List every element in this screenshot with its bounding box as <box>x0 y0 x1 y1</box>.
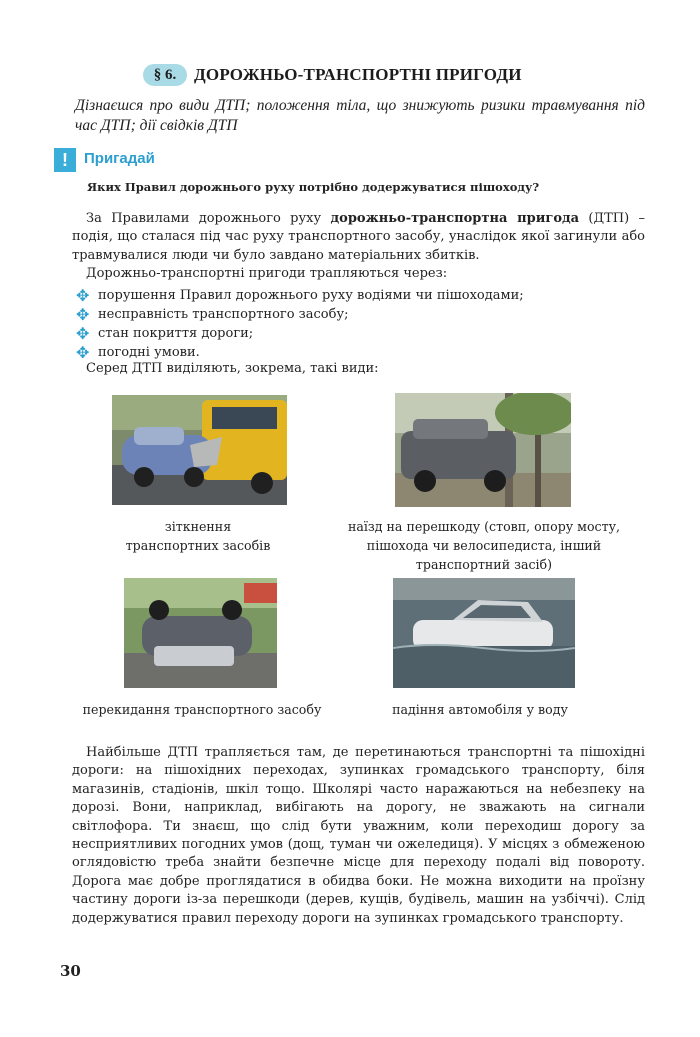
caption-collision: зіткнення транспортних засобів <box>125 519 271 553</box>
section-number-badge: § 6. <box>143 64 187 86</box>
caption-water: падіння автомобіля у воду <box>392 702 568 717</box>
page-title: ДОРОЖНЬО-ТРАНСПОРТНІ ПРИГОДИ <box>194 65 522 84</box>
definition-term: дорожньо-транспортна пригода <box>330 211 580 226</box>
caption-obstacle: наїзд на перешкоду (стовп, опору мосту, пішохода чи велосипедиста, інший транспортний засіб) <box>347 519 620 572</box>
recall-heading: Пригадай <box>84 150 155 167</box>
causes-list <box>76 286 524 362</box>
obstacle-crash-photo <box>395 393 571 507</box>
page-number: 30 <box>60 962 81 980</box>
list-item: ✥ стан покриття дороги; <box>76 324 254 343</box>
definition-before: За Правилами дорожнього руху <box>86 211 331 226</box>
intro-text: Дізнаєшся про види ДТП; положення тіла, що знижують ризики травмування під час ДТП; дії свідків ДТП <box>75 97 645 134</box>
recall-question: Яких Правил дорожнього руху потрібно додержуватися пішоходу? <box>87 180 540 194</box>
diamond-bullet-icon: ✥ <box>76 343 90 362</box>
definition-paragraph <box>72 210 645 265</box>
types-lead: Серед ДТП виділяють, зокрема, такі види: <box>86 361 379 376</box>
definition-after: (ДТП) – подія, що сталася під час руху транспортного засобу, унаслідок якої загинули або травмувалися люди чи було завдано матеріальних збитків. <box>72 211 645 263</box>
causes-lead: Дорожньо-транспортні пригоди трапляються через: <box>86 266 448 281</box>
collision-photo <box>112 395 287 505</box>
diamond-bullet-icon: ✥ <box>76 305 90 324</box>
diamond-bullet-icon: ✥ <box>76 324 90 343</box>
car-in-water-photo <box>393 578 575 688</box>
list-item: ✥ погодні умови. <box>76 343 200 362</box>
caption-rollover: перекидання транспортного засобу <box>82 702 322 717</box>
safety-paragraph: Найбільше ДТП трапляється там, де перетинаються транспортні та пішохідні дороги: на пішохідних переходах, зупинках громадського транспорту, біля магазинів, стадіонів, шкіл тощо. Школярі часто наражаються на небезпеку на дорозі. Вони, наприклад, вибігають на дорогу, не зважають на сигнали світлофора. Ти знаєш, що слід бути уважним, коли переходиш дорогу за несприятливих погодних умов (дощ, туман чи ожеледиця). У місцях з обмеженою оглядовістю треба знайти безпечне місце для переходу подалі від повороту. Дорога має добре проглядатися в обидва боки. Не можна виходити на проїзну частину дороги із-за перешкоди (дерев, кущів, будівель, машин на узбіччі). Слід додержуватися правил переходу дороги на зупинках громадського транспорту. <box>72 745 645 926</box>
rollover-photo <box>124 578 277 688</box>
list-item: ✥ несправність транспортного засобу; <box>76 305 349 324</box>
diamond-bullet-icon: ✥ <box>76 286 90 305</box>
exclamation-icon: ! <box>54 148 76 172</box>
list-item: ✥ порушення Правил дорожнього руху водіями чи пішоходами; <box>76 286 524 305</box>
